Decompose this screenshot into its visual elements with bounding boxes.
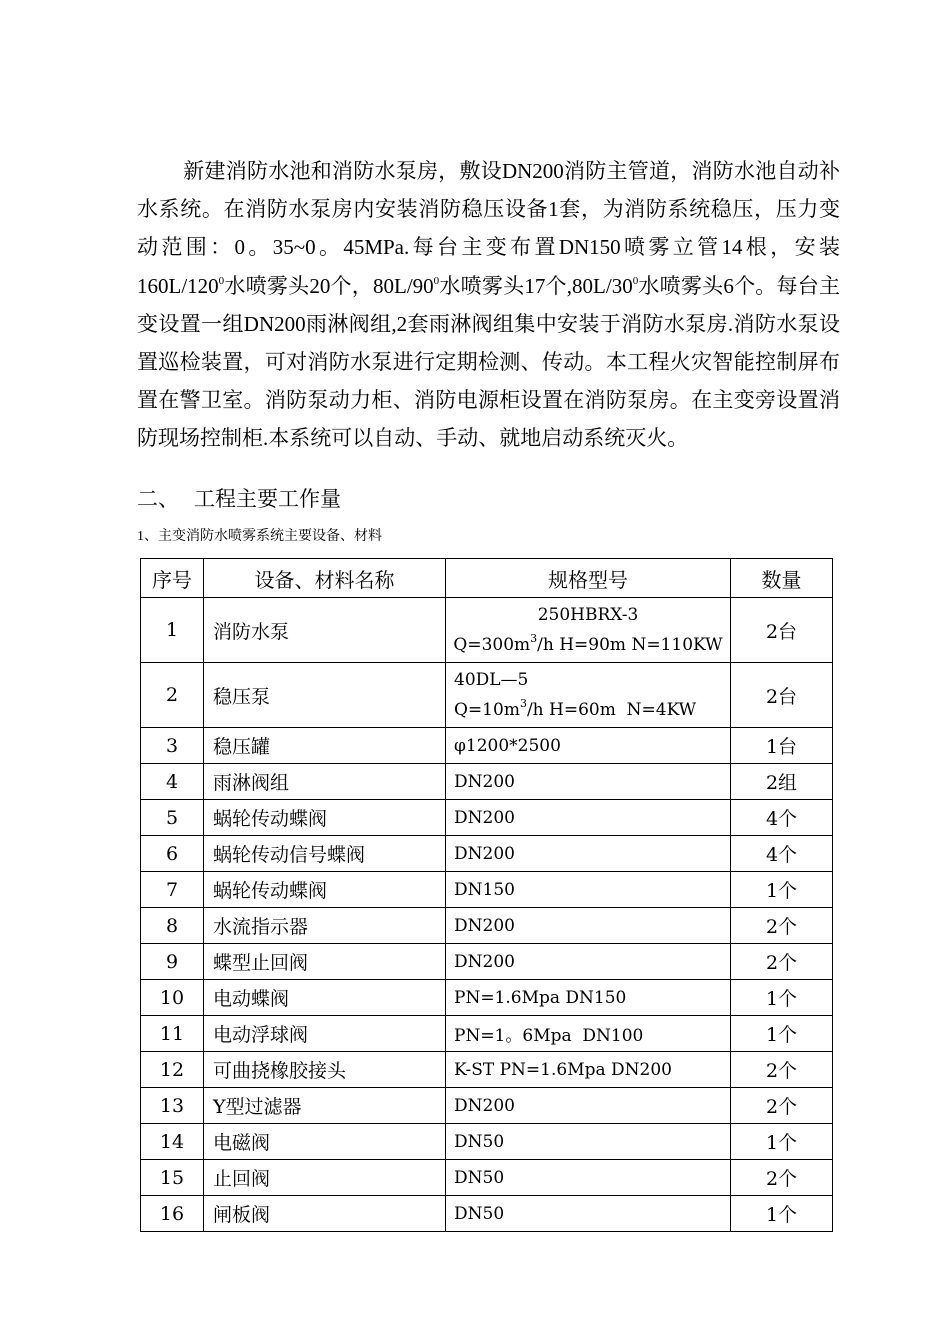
header-no: 序号	[141, 559, 204, 598]
table-row	[141, 1124, 833, 1160]
cell-name: 蜗轮传动蝶阀	[204, 872, 446, 908]
cell-spec: DN200	[446, 836, 731, 872]
table-row	[141, 872, 833, 908]
paragraph-text-3: 水喷雾头17个,80L/30	[439, 273, 633, 298]
spec-flow: Q=300m	[453, 635, 531, 655]
cell-no: 14	[141, 1124, 204, 1160]
degree-superscript: 0	[218, 274, 225, 287]
cell-spec: PN=1.6Mpa DN150	[446, 980, 731, 1016]
table-row	[141, 1160, 833, 1196]
spec-flow: Q=10m	[454, 700, 520, 720]
table-row	[141, 728, 833, 764]
cell-qty: 1个	[731, 1196, 833, 1232]
spec-line-2	[454, 695, 730, 725]
cell-qty: 2台	[731, 663, 833, 728]
table-row	[141, 836, 833, 872]
cell-no: 15	[141, 1160, 204, 1196]
cell-spec: PN=1。6Mpa DN100	[446, 1016, 731, 1052]
cell-no: 2	[141, 663, 204, 728]
cell-qty: 2个	[731, 944, 833, 980]
table-row	[141, 1088, 833, 1124]
cell-name: 电磁阀	[204, 1124, 446, 1160]
cell-qty: 1个	[731, 1016, 833, 1052]
section-heading	[137, 484, 341, 514]
table-row	[141, 598, 833, 663]
cell-spec: DN200	[446, 800, 731, 836]
cell-no: 10	[141, 980, 204, 1016]
cell-name: 止回阀	[204, 1160, 446, 1196]
cell-spec: DN50	[446, 1160, 731, 1196]
cell-no: 7	[141, 872, 204, 908]
subsection-heading: 1、主变消防水喷雾系统主要设备、材料	[137, 529, 382, 544]
body-paragraph	[137, 152, 840, 458]
cell-qty: 1台	[731, 728, 833, 764]
spec-line-1: 40DL—5	[454, 670, 529, 690]
cell-qty: 4个	[731, 836, 833, 872]
cell-spec	[446, 598, 731, 663]
cell-no: 1	[141, 598, 204, 663]
cell-qty: 4个	[731, 800, 833, 836]
cell-no: 4	[141, 764, 204, 800]
cell-qty: 2个	[731, 1088, 833, 1124]
table-row	[141, 1196, 833, 1232]
cell-no: 6	[141, 836, 204, 872]
cell-qty: 2个	[731, 1052, 833, 1088]
cell-name: 可曲挠橡胶接头	[204, 1052, 446, 1088]
cell-no: 9	[141, 944, 204, 980]
cell-name: 稳压泵	[204, 663, 446, 728]
spec-head-power: /h H=90m N=110KW	[537, 635, 723, 655]
spec-line-1: 250HBRX-3	[537, 605, 639, 625]
cell-spec: DN50	[446, 1124, 731, 1160]
equipment-table	[140, 558, 833, 1232]
paragraph-text-1: 新建消防水池和消防水泵房，敷设DN200消防主管道，消防水池自动补水系统。在消防水泵房内安装消防稳压设备1套，为消防系统稳压，压力变动范围：0。35~0。45MPa.每台主变布置DN150喷雾立管14根，安装160L/120	[137, 159, 840, 298]
spec-line-2	[446, 630, 730, 660]
cell-no: 5	[141, 800, 204, 836]
cell-name: 雨淋阀组	[204, 764, 446, 800]
table-header-row	[141, 559, 833, 598]
cell-no: 16	[141, 1196, 204, 1232]
cell-qty: 2组	[731, 764, 833, 800]
cell-name: 消防水泵	[204, 598, 446, 663]
table-row	[141, 800, 833, 836]
cell-name: 电动蝶阀	[204, 980, 446, 1016]
degree-superscript: 0	[433, 274, 440, 287]
cell-spec: DN200	[446, 1088, 731, 1124]
cell-name: 蝶型止回阀	[204, 944, 446, 980]
cell-spec: DN50	[446, 1196, 731, 1232]
header-name: 设备、材料名称	[204, 559, 446, 598]
cell-name: 蜗轮传动蝶阀	[204, 800, 446, 836]
cell-name: 闸板阀	[204, 1196, 446, 1232]
section-number: 二、	[137, 487, 179, 511]
spec-head-power: /h H=60m N=4KW	[526, 700, 697, 720]
table-row	[141, 908, 833, 944]
cell-name: 稳压罐	[204, 728, 446, 764]
paragraph-text-4: 水喷雾头6个。每台主变设置一组DN200雨淋阀组,2套雨淋阀组集中安装于消防水泵房.消防水泵设置巡检装置，可对消防水泵进行定期检测、传动。本工程火灾智能控制屏布置在警卫室。消防泵动力柜、消防电源柜设置在消防泵房。在主变旁设置消防现场控制柜.本系统可以自动、手动、就地启动系统灭火。	[137, 273, 840, 451]
cell-spec: DN200	[446, 764, 731, 800]
cell-spec	[446, 663, 731, 728]
cube-superscript: 3	[530, 632, 538, 646]
cell-spec: DN150	[446, 872, 731, 908]
cube-superscript: 3	[519, 697, 527, 711]
cell-spec: DN200	[446, 944, 731, 980]
table-row	[141, 663, 833, 728]
cell-qty: 2台	[731, 598, 833, 663]
table-row	[141, 980, 833, 1016]
table-row	[141, 764, 833, 800]
table-row	[141, 944, 833, 980]
section-title: 工程主要工作量	[194, 487, 341, 511]
header-spec: 规格型号	[446, 559, 731, 598]
cell-no: 11	[141, 1016, 204, 1052]
cell-spec: DN200	[446, 908, 731, 944]
cell-name: 蜗轮传动信号蝶阀	[204, 836, 446, 872]
cell-qty: 1个	[731, 1124, 833, 1160]
cell-spec: φ1200*2500	[446, 728, 731, 764]
cell-name: Y型过滤器	[204, 1088, 446, 1124]
cell-qty: 1个	[731, 872, 833, 908]
cell-name: 电动浮球阀	[204, 1016, 446, 1052]
cell-no: 13	[141, 1088, 204, 1124]
cell-qty: 2个	[731, 1160, 833, 1196]
paragraph-text-2: 水喷雾头20个，80L/90	[224, 273, 434, 298]
cell-name: 水流指示器	[204, 908, 446, 944]
cell-no: 12	[141, 1052, 204, 1088]
table-row	[141, 1052, 833, 1088]
cell-qty: 2个	[731, 908, 833, 944]
degree-superscript: 0	[632, 274, 639, 287]
header-qty: 数量	[731, 559, 833, 598]
table-row	[141, 1016, 833, 1052]
cell-no: 3	[141, 728, 204, 764]
cell-qty: 1个	[731, 980, 833, 1016]
cell-no: 8	[141, 908, 204, 944]
cell-spec: K-ST PN=1.6Mpa DN200	[446, 1052, 731, 1088]
